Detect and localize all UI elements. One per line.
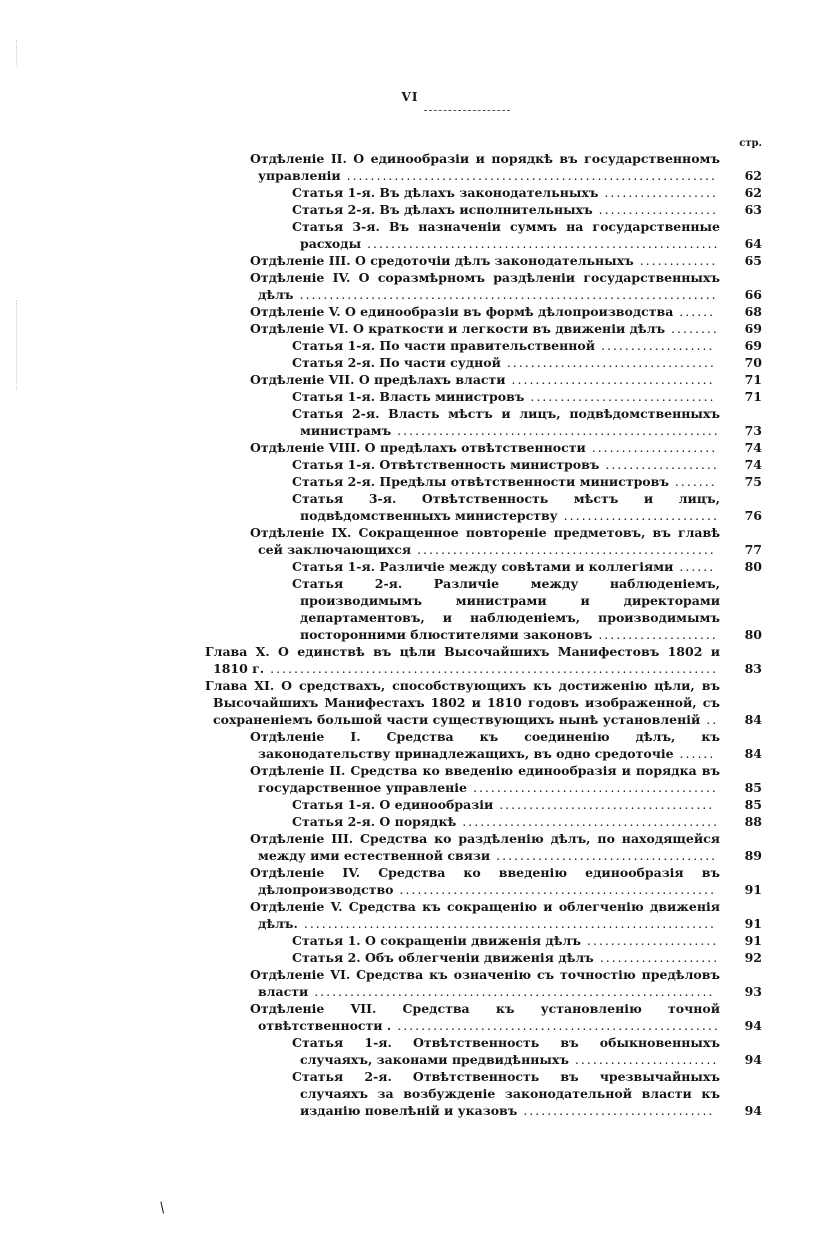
dot-leader: .................................................. <box>411 542 716 557</box>
dot-leader: .......................... <box>557 508 719 523</box>
dot-leader: ............. <box>633 253 718 268</box>
toc-entry-page: 62 <box>744 168 762 183</box>
page-column-header: стр. <box>739 138 762 149</box>
toc-entry-title: Статья 1-я. Отвѣтственность въ обыкновенныхъ случаяхъ, законами предвидѣнныхъ <box>292 1035 720 1067</box>
toc-entry-title: Статья 2-я. Отвѣтственность въ чрезвычайныхъ случаяхъ за возбужденіе законодательной власти къ изданію повелѣній и указовъ <box>292 1069 720 1118</box>
toc-entry-page: 94 <box>744 1052 762 1067</box>
toc-entry-page: 63 <box>744 202 762 217</box>
toc-entry-title: Статья 2-я. Въ дѣлахъ исполнительныхъ <box>292 202 593 217</box>
dot-leader: ........ <box>665 321 719 336</box>
toc-entry-page: 64 <box>744 236 762 251</box>
toc-entry-title: Статья 2-я. По части судной <box>292 355 501 370</box>
dot-leader: .. <box>700 712 719 727</box>
toc-entry-page: 74 <box>744 440 762 455</box>
toc-entry-title: Статья 1. О сокращеніи движенія дѣлъ <box>292 933 581 948</box>
toc-entry-page: 73 <box>744 423 762 438</box>
toc-entry <box>250 524 762 558</box>
toc-entry-page: 89 <box>744 848 762 863</box>
table-of-contents <box>0 150 820 1119</box>
header-rule <box>424 110 510 111</box>
toc-entry <box>292 490 762 524</box>
toc-entry <box>292 456 762 473</box>
toc-entry <box>292 1068 762 1119</box>
dot-leader: ..................... <box>585 440 718 455</box>
dot-leader: .................... <box>592 202 719 217</box>
dot-leader: ...... <box>673 559 716 574</box>
toc-entry-title: Статья 1-я. По части правительственной <box>292 338 595 353</box>
dot-leader: ..................................................... <box>393 882 717 897</box>
toc-entry-page: 62 <box>744 185 762 200</box>
toc-entry <box>205 643 762 677</box>
dot-leader: ...................................................... <box>391 423 720 438</box>
toc-entry-title: Статья 1-я. Различіе между совѣтами и коллегіями <box>292 559 674 574</box>
toc-entry-title: Глава XI. О средствахъ, способствующихъ къ достиженію цѣли, въ Высочайшихъ Манифестахъ 1802 и 1810 годовъ изображенной, съ сохраненіемъ большой части существующихъ нынѣ установленій <box>205 678 720 727</box>
toc-entry-title: Отдѣленіе I. Средства къ соединенію дѣлъ, къ законодательству принадлежащихъ, въ одно средоточіе <box>250 729 720 761</box>
dot-leader: .................... <box>593 950 720 965</box>
dot-leader: ......................................... <box>467 780 718 795</box>
dot-leader: ................................ <box>517 1103 715 1118</box>
dot-leader: ...................... <box>580 933 719 948</box>
toc-entry <box>250 762 762 796</box>
toc-entry-page: 84 <box>744 712 762 727</box>
toc-entry-page: 85 <box>744 797 762 812</box>
toc-entry <box>292 558 762 575</box>
toc-entry-title: Отдѣленіе VI. О краткости и легкости въ движеніи дѣлъ <box>250 321 666 336</box>
toc-entry-title: Отдѣленіе VII. Средства къ установленію точной отвѣтственности . <box>250 1001 720 1033</box>
toc-entry <box>292 796 762 813</box>
toc-entry-page: 94 <box>744 1018 762 1033</box>
toc-entry <box>250 320 762 337</box>
dot-leader: ...................................................... <box>391 1018 720 1033</box>
toc-entry-page: 88 <box>744 814 762 829</box>
toc-entry <box>292 354 762 371</box>
dot-leader: ...... <box>673 746 716 761</box>
toc-entry-title: Статья 2-я. О порядкѣ <box>292 814 457 829</box>
toc-entry <box>250 303 762 320</box>
toc-entry <box>292 388 762 405</box>
toc-entry-page: 91 <box>744 882 762 897</box>
toc-entry-title: Статья 1-я. Власть министровъ <box>292 389 525 404</box>
dot-leader: ................................................................... <box>308 984 715 999</box>
toc-entry-title: Отдѣленіе V. Средства къ сокращенію и облегченію движенія дѣлъ. <box>250 899 720 931</box>
toc-entry-page: 84 <box>744 746 762 761</box>
toc-entry-page: 74 <box>744 457 762 472</box>
toc-entry-title: Отдѣленіе II. О единообразіи и порядкѣ въ государственномъ управленіи <box>250 151 720 183</box>
toc-entry <box>205 677 762 728</box>
toc-entry <box>250 252 762 269</box>
toc-entry-page: 92 <box>744 950 762 965</box>
toc-entry <box>250 966 762 1000</box>
page-number: VI <box>401 90 419 104</box>
toc-entry-page: 66 <box>744 287 762 302</box>
dot-leader: ...................................................................... <box>293 287 718 302</box>
dot-leader: ................... <box>595 338 715 353</box>
toc-entry <box>250 269 762 303</box>
toc-entry-title: Отдѣленіе VI. Средства къ означенію съ точностію предѣловъ власти <box>250 967 720 999</box>
dot-leader: ..................................................................... <box>297 916 717 931</box>
toc-entry-page: 83 <box>744 661 762 676</box>
toc-entry-page: 85 <box>744 780 762 795</box>
toc-entry <box>292 218 762 252</box>
toc-entry-title: Статья 1-я. Въ дѣлахъ законодательныхъ <box>292 185 599 200</box>
toc-entry <box>250 864 762 898</box>
toc-entry-title: Отдѣленіе V. О единообразіи въ формѣ дѣлопроизводства <box>250 304 674 319</box>
toc-entry-title: Статья 3-я. Отвѣтственность мѣстъ и лицъ, подвѣдомственныхъ министерству <box>292 491 720 523</box>
toc-entry-title: Отдѣленіе IV. Средства ко введенію единообразія въ дѣлопроизводство <box>250 865 720 897</box>
toc-entry-page: 71 <box>744 389 762 404</box>
scan-edge-mark <box>16 40 17 66</box>
dot-leader: ........................................................................... <box>264 661 719 676</box>
toc-entry-title: Отдѣленіе VIII. О предѣлахъ отвѣтственности <box>250 440 586 455</box>
toc-entry-page: 75 <box>744 474 762 489</box>
dot-leader: ............................... <box>524 389 716 404</box>
toc-entry <box>250 830 762 864</box>
toc-entry-page: 71 <box>744 372 762 387</box>
dot-leader: ................................... <box>500 355 716 370</box>
toc-entry-title: Отдѣленіе VII. О предѣлахъ власти <box>250 372 506 387</box>
toc-entry-title: Отдѣленіе IV. О соразмѣрномъ раздѣленіи государственныхъ дѣлъ <box>250 270 720 302</box>
toc-entry <box>292 337 762 354</box>
toc-entry <box>292 813 762 830</box>
toc-entry-page: 69 <box>744 338 762 353</box>
toc-entry <box>292 405 762 439</box>
toc-entry-title: Статья 1-я. Отвѣтственность министровъ <box>292 457 600 472</box>
toc-entry-title: Глава X. О единствѣ въ цѣли Высочайшихъ Манифестовъ 1802 и 1810 г. <box>205 644 720 676</box>
toc-entry <box>292 201 762 218</box>
dot-leader: ................... <box>599 457 719 472</box>
toc-entry <box>250 728 762 762</box>
toc-entry-title: Статья 2. Объ облегченіи движенія дѣлъ <box>292 950 594 965</box>
toc-entry-page: 77 <box>744 542 762 557</box>
toc-entry <box>292 932 762 949</box>
toc-entry-title: Отдѣленіе IX. Сокращенное повтореніе предметовъ, въ главѣ сей заключающихся <box>250 525 720 557</box>
toc-entry-page: 91 <box>744 916 762 931</box>
dot-leader: ........................................... <box>456 814 720 829</box>
toc-entry-title: Отдѣленіе III. Средства ко раздѣленію дѣлъ, по находящейся между ими естественной связи <box>250 831 720 863</box>
toc-entry <box>250 898 762 932</box>
toc-entry-page: 93 <box>744 984 762 999</box>
toc-entry-title: Отдѣленіе II. Средства ко введенію единообразія и порядка въ государственное управленіе <box>250 763 720 795</box>
toc-entry-title: Статья 2-я. Власть мѣстъ и лицъ, подвѣдомственныхъ министрамъ <box>292 406 720 438</box>
dot-leader: .............................................................. <box>340 168 717 183</box>
toc-entry <box>292 473 762 490</box>
toc-entry <box>250 371 762 388</box>
toc-entry-title: Отдѣленіе III. О средоточіи дѣлъ законодательныхъ <box>250 253 634 268</box>
stray-pen-mark: / <box>156 1199 169 1217</box>
toc-entry-title: Статья 2-я. Различіе между наблюденіемъ, производимымъ министрами и директорами департаментовъ, и наблюденіемъ, производимымъ посторонними блюстителями законовъ <box>292 576 720 642</box>
dot-leader: .................................... <box>493 797 715 812</box>
dot-leader: ........................................................... <box>361 236 720 251</box>
toc-entry <box>292 184 762 201</box>
toc-entry-page: 94 <box>744 1103 762 1118</box>
toc-entry-title: Статья 1-я. О единообразіи <box>292 797 494 812</box>
toc-entry-title: Статья 3-я. Въ назначеніи суммъ на государственные расходы <box>292 219 720 251</box>
toc-entry <box>250 150 762 184</box>
toc-entry-page: 68 <box>744 304 762 319</box>
toc-entry-page: 69 <box>744 321 762 336</box>
toc-entry <box>250 1000 762 1034</box>
toc-entry <box>250 439 762 456</box>
toc-entry <box>292 575 762 643</box>
toc-entry <box>292 949 762 966</box>
dot-leader: ...... <box>673 304 716 319</box>
toc-entry-page: 80 <box>744 559 762 574</box>
dot-leader: ........................ <box>568 1052 719 1067</box>
dot-leader: .................................. <box>505 372 715 387</box>
dot-leader: .................... <box>592 627 718 642</box>
dot-leader: ................... <box>598 185 718 200</box>
toc-entry-page: 80 <box>744 627 762 642</box>
toc-entry-page: 76 <box>744 508 762 523</box>
toc-entry <box>292 1034 762 1068</box>
dot-leader: ....... <box>668 474 717 489</box>
toc-entry-page: 65 <box>744 253 762 268</box>
toc-entry-page: 91 <box>744 933 762 948</box>
dot-leader: ..................................... <box>490 848 718 863</box>
toc-entry-title: Статья 2-я. Предѣлы отвѣтственности министровъ <box>292 474 669 489</box>
toc-entry-page: 70 <box>744 355 762 370</box>
